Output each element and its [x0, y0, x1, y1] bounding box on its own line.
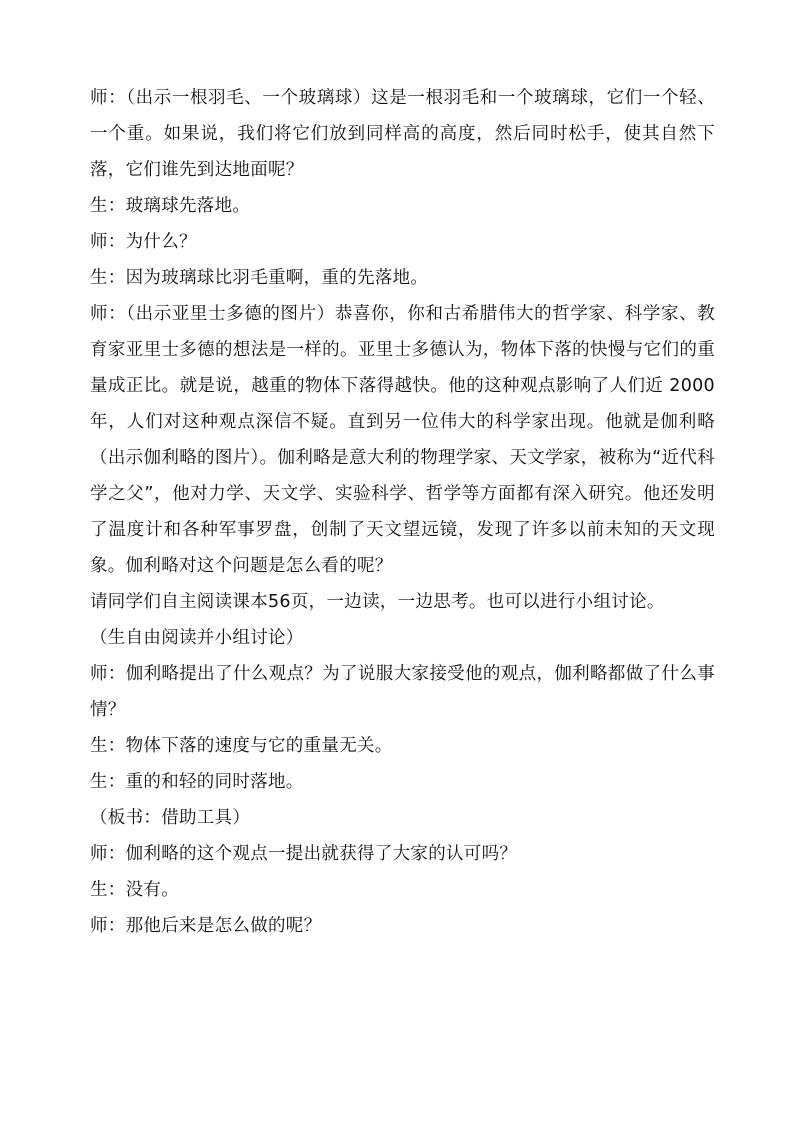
document-body — [90, 80, 715, 944]
dialogue-paragraph-7: （生自由阅读并小组讨论） — [90, 628, 304, 648]
dialogue-paragraph-10: 生：重的和轻的同时落地。 — [90, 772, 304, 792]
dialogue-paragraph-9: 生：物体下落的速度与它的重量无关。 — [90, 736, 393, 756]
dialogue-paragraph-12: 师：伽利略的这个观点一提出就获得了大家的认可吗？ — [90, 844, 518, 864]
dialogue-paragraph-1: 师：（出示一根羽毛、一个玻璃球）这是一根羽毛和一个玻璃球，它们一个轻、一个重。如果说，我们将它们放到同样高的高度，然后同时松手，使其自然下落，它们谁先到达地面呢？ — [90, 88, 715, 180]
dialogue-paragraph-11: （板书：借助工具） — [90, 808, 251, 828]
dialogue-paragraph-3: 师：为什么？ — [90, 232, 197, 252]
dialogue-paragraph-4: 生：因为玻璃球比羽毛重啊，重的先落地。 — [90, 268, 429, 288]
dialogue-paragraph-8: 师：伽利略提出了什么观点？为了说服大家接受他的观点，伽利略都做了什么事情？ — [90, 664, 715, 720]
dialogue-paragraph-13: 生：没有。 — [90, 880, 179, 900]
dialogue-paragraph-5: 师：（出示亚里士多德的图片）恭喜你，你和古希腊伟大的哲学家、科学家、教育家亚里士多德的想法是一样的。亚里士多德认为，物体下落的快慢与它们的重量成正比。就是说，越重的物体下落得越快。他的这种观点影响了人们近 2000年，人们对这种观点深信不疑。直到另一位伟大的科学家出现。他就是伽利略（出示伽利略的图片）。伽利略是意大利的物理学家、天文学家，被称为“近代科学之父”，他对力学、天文学、实验科学、哲学等方面都有深入研究。他还发明了温度计和各种军事罗盘，创制了天文望远镜，发现了许多以前未知的天文现象。伽利略对这个问题是怎么看的呢？ — [90, 304, 715, 576]
dialogue-paragraph-14: 师：那他后来是怎么做的呢？ — [90, 916, 322, 936]
dialogue-paragraph-2: 生：玻璃球先落地。 — [90, 196, 251, 216]
dialogue-paragraph-6: 请同学们自主阅读课本56页，一边读，一边思考。也可以进行小组讨论。 — [90, 592, 665, 612]
